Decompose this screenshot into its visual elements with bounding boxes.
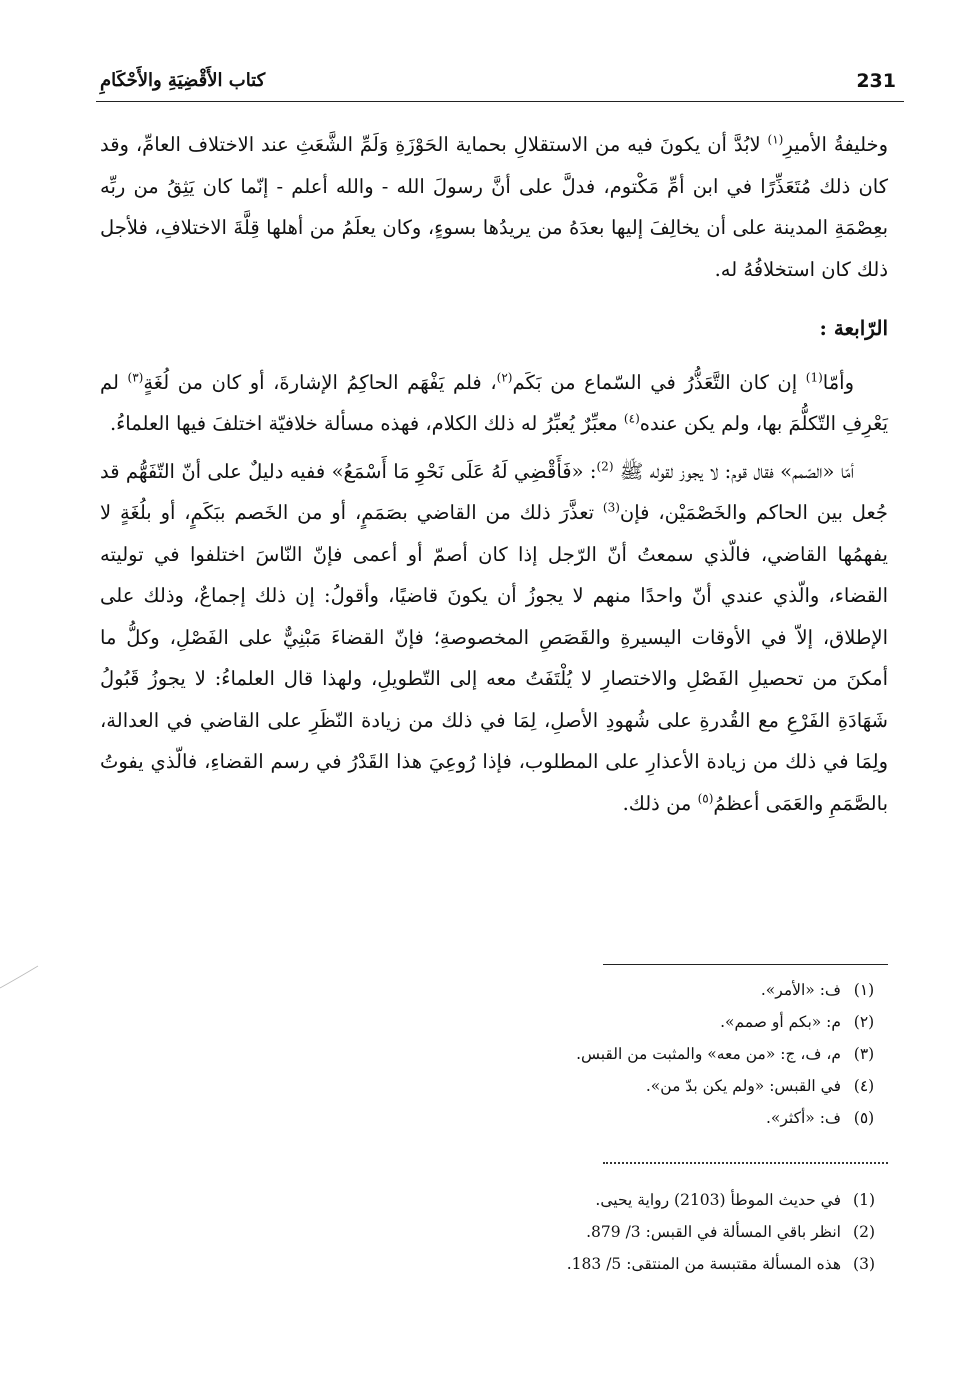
- main-text: [100, 124, 888, 824]
- footnote-item: (٢) م: «بكم أو صمم».: [720, 1013, 875, 1031]
- paragraph: أمّا «الصّمم» فقال قوم: لا يجوز لقوله ﷺ $^{(2)}$: «فَأَقْضِي لَهُ عَلَى نَحْوِ مَا أَسْمَعُ» ففيه دليلٌ على أنّ التّفَهُّم قد جُعل بين الحاكم والخَصْمَيْن، فإن$^{(3)}$ تعذَّرَ ذلك من القاضي بصَمَمٍ، أو من الخَصم ببَكَمٍ، أو بلُغَةٍ لا يفهمُها القاضي، فالّذي سمعتُ أنّ الرّجل إذا كان أصمّ أو أعمى فإنّ النّاسَ اختلفوا في توليته القضاء، والّذي عندي أنّ واحدًا منهم لا يجوزُ أن يكونَ قاضيًا، وأقولُ: إن ذلك إجماعٌ، وذلك على الإطلاق، إلاّ في الأوقات اليسيرةِ والقَصَصِ المخصوصةِ؛ فإنّ القضاءَ مَبْنِيٌّ على الفَصْلِ، وكلُّ ما أمكنَ من تحصيلِ الفَصْلِ والاختصارِ لا يُلْتَفَتُ معه إلى التّطويلِ، ولهذا قال العلماءُ: لا يجوزُ قَبُولُ شَهَادَةِ الفَرْعِ مع القُدرةِ على شُهودِ الأصلِ، لِمَا في ذلك من زيادة النّظَرِ على القاضي في العدالة، ولِمَا في ذلك من زيادة الأعذارِ على المطلوب، فإذا رُوعِيَ هذا القَدْرُ في رسم القضاءِ، فالّذي يفوتُ بالصَّمَمِ والعَمَى أعظمُ$^{(٥)}$ من ذلك.: [100, 459, 888, 815]
- dotted-separator: [603, 1162, 888, 1164]
- header-rule: [96, 101, 904, 102]
- book-title: كتاب الأَقْضِيَةِ والأَحْكَامِ: [100, 70, 266, 91]
- footnote-ref: (3): [602, 500, 620, 515]
- footnote-item: (3) هذه المسألة مقتبسة من المنتقى: 5/ 183.: [566, 1255, 875, 1273]
- paragraph: وخليفةُ الأميرِ$^{(١)}$ لابُدَّ أن يكونَ فيه من الاستقلالِ بحماية الحَوْزَةِ وَلَمِّ الشَّعَثِ عند الاختلاف العامِّ، وقد كان ذلك مُتَعَذِّرًا في ابن أمِّ مَكْتوم، فدلَّ على أنَّ رسولَ الله - والله أعلم - إنّما كان يَثِقُ من ربِّه بعِصْمَةِ المدينة على أن يخالِفَ إليها بعدَهُ من يريدُها بسوءٍ، وكان يعلَمُ من أهلها قِلَّةَ الاختلافِ، فلأجل ذلك كان استخلافُهُ له.: [100, 132, 888, 281]
- footnote-item: (٣) م، ف، ج: «من معه» والمثبت من القبس.: [576, 1045, 875, 1063]
- footnote-item: (٤) في القبس: «ولم يكن بدّ من».: [645, 1077, 875, 1095]
- running-header: [96, 62, 904, 102]
- page-number: 231: [856, 70, 896, 92]
- footnote-ref: (٥): [697, 791, 714, 805]
- scan-margin-mark: [0, 960, 40, 990]
- section-heading: الرّابعة :: [819, 316, 888, 340]
- footnote-ref: (١): [767, 132, 784, 147]
- variant-footnotes: [187, 974, 887, 1134]
- footnote-item: (1) في حديث الموطأ (2103) رواية يحيى.: [595, 1191, 875, 1209]
- footnote-ref: (٤): [623, 411, 640, 426]
- footnote-ref: (1): [805, 370, 823, 384]
- footnote-item: (2) انظر باقي المسألة في القبس: 3/ 879.: [586, 1223, 875, 1241]
- footnote-ref: (٢): [496, 370, 513, 384]
- footnote-item: (٥) ف: «أكثر».: [765, 1109, 875, 1127]
- footnote-ref: (٣): [127, 370, 144, 384]
- source-footnotes: [187, 1184, 887, 1280]
- footnote-separator: [603, 964, 888, 965]
- paragraph: وأمّا$^{(1)}$ إن كان التَّعَذُّرُ في السّماع من بَكَم$^{(٢)}$، فلم يَفْهَم الحاكِمُ الإشارةَ، أو كان من لُغَةٍ$^{(٣)}$ لم يَعْرِفِ التّكلُّمَ بها، ولم يكن عنده$^{(٤)}$ معبِّرٌ يُعبِّرُ له ذلك الكلام، فهذه مسألة خلافيّة اختلفَ فيها العلماءُ.: [100, 370, 888, 435]
- footnote-ref: (2): [596, 459, 614, 473]
- footnote-item: (١) ف: «الأمر».: [760, 981, 875, 999]
